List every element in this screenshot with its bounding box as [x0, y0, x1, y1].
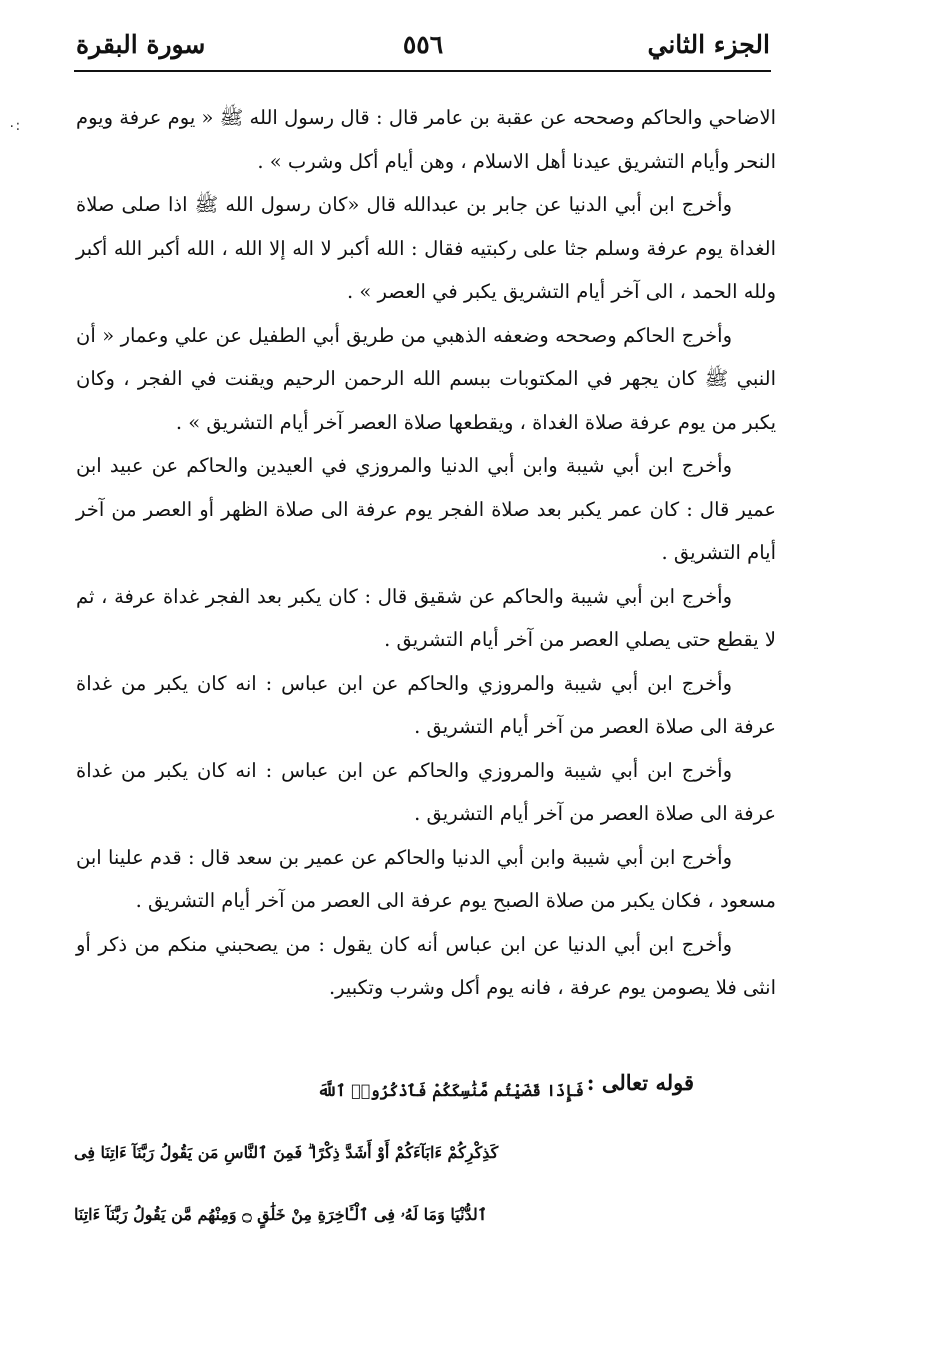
paragraph-1: الاضاحي والحاكم وصححه عن عقبة بن عامر قال : قال رسول الله ﷺ « يوم عرفة ويوم النحر وأيام التشريق عيدنا أهل الاسلام ، وهن أيام أكل وشرب » . [76, 106, 776, 173]
paragraph-7: وأخرج ابن أبي شيبة والمروزي والحاكم عن ابن عباس : انه كان يكبر من غداة عرفة الى صلاة العصر من آخر أيام التشريق . [76, 758, 776, 825]
main-text [76, 96, 776, 1010]
paragraph-5: وأخرج ابن أبي شيبة والحاكم عن شقيق قال : كان يكبر بعد الفجر غداة عرفة ، ثم لا يقطع حتى يصلي العصر من آخر أيام التشريق . [76, 584, 776, 651]
margin-mark: ٠: [8, 118, 21, 134]
paragraph-2: وأخرج ابن أبي الدنيا عن جابر بن عبدالله قال «كان رسول الله ﷺ اذا صلى صلاة الغداة يوم عرفة وسلم جثا على ركبتيه فقال : الله أكبر لا اله إلا الله ، الله أكبر الله أكبر ولله الحمد ، الى آخر أيام التشريق يكبر في العصر » . [76, 193, 776, 303]
verse-line-1: فَإِذَا قَضَيْتُم مَّنَٰسِكَكُمْ فَٱذْكُرُوا۟ ٱللَّهَ [317, 1081, 584, 1100]
quran-verse-block [74, 1060, 784, 1246]
verse-line-3: ٱلدُّنْيَا وَمَا لَهُۥ فِى ٱلْـَٔاخِرَةِ مِنْ خَلَٰقٍ ۝ وَمِنْهُم مَّن يَقُولُ رَبَّنَآ ءَاتِنَا [74, 1205, 488, 1224]
juz-title: الجزء الثاني [647, 30, 770, 59]
verse-line-2: كَذِكْرِكُمْ ءَابَآءَكُمْ أَوْ أَشَدَّ ذِكْرًا ۗ فَمِنَ ٱلنَّاسِ مَن يَقُولُ رَبَّنَآ ءَاتِنَا فِى [74, 1143, 499, 1162]
paragraph-9: وأخرج ابن أبي الدنيا عن ابن عباس أنه كان يقول : من يصحبني منكم من ذكر أو انثى فلا يصومن يوم عرفة ، فانه يوم أكل وشرب وتكبير. [76, 932, 776, 999]
page-header [76, 28, 770, 72]
paragraph-3: وأخرج الحاكم وصححه وضعفه الذهبي من طريق أبي الطفيل عن علي وعمار « أن النبي ﷺ كان يجهر في المكتوبات ببسم الله الرحمن الرحيم ويقنت في الفجر ، وكان يكبر من يوم عرفة صلاة الغداة ، ويقطعها صلاة العصر آخر أيام التشريق » . [76, 323, 776, 434]
page-number: ٥٥٦ [402, 30, 444, 59]
surah-title: سورة البقرة [76, 30, 206, 59]
header-divider [74, 70, 771, 72]
paragraph-8: وأخرج ابن أبي شيبة وابن أبي الدنيا والحاكم عن عمير بن سعد قال : قدم علينا ابن مسعود ، فكان يكبر من صلاة الصبح يوم عرفة الى العصر من آخر أيام التشريق . [76, 845, 776, 912]
verse-intro: قوله تعالى : [586, 1070, 694, 1095]
paragraph-4: وأخرج ابن أبي شيبة وابن أبي الدنيا والمروزي في العيدين والحاكم عن عبيد ابن عمير قال : كان عمر يكبر بعد صلاة الفجر يوم عرفة الى صلاة الظهر أو العصر من آخر أيام التشريق . [76, 454, 776, 564]
paragraph-6: وأخرج ابن أبي شيبة والمروزي والحاكم عن ابن عباس : انه كان يكبر من غداة عرفة الى صلاة العصر من آخر أيام التشريق . [76, 671, 776, 738]
